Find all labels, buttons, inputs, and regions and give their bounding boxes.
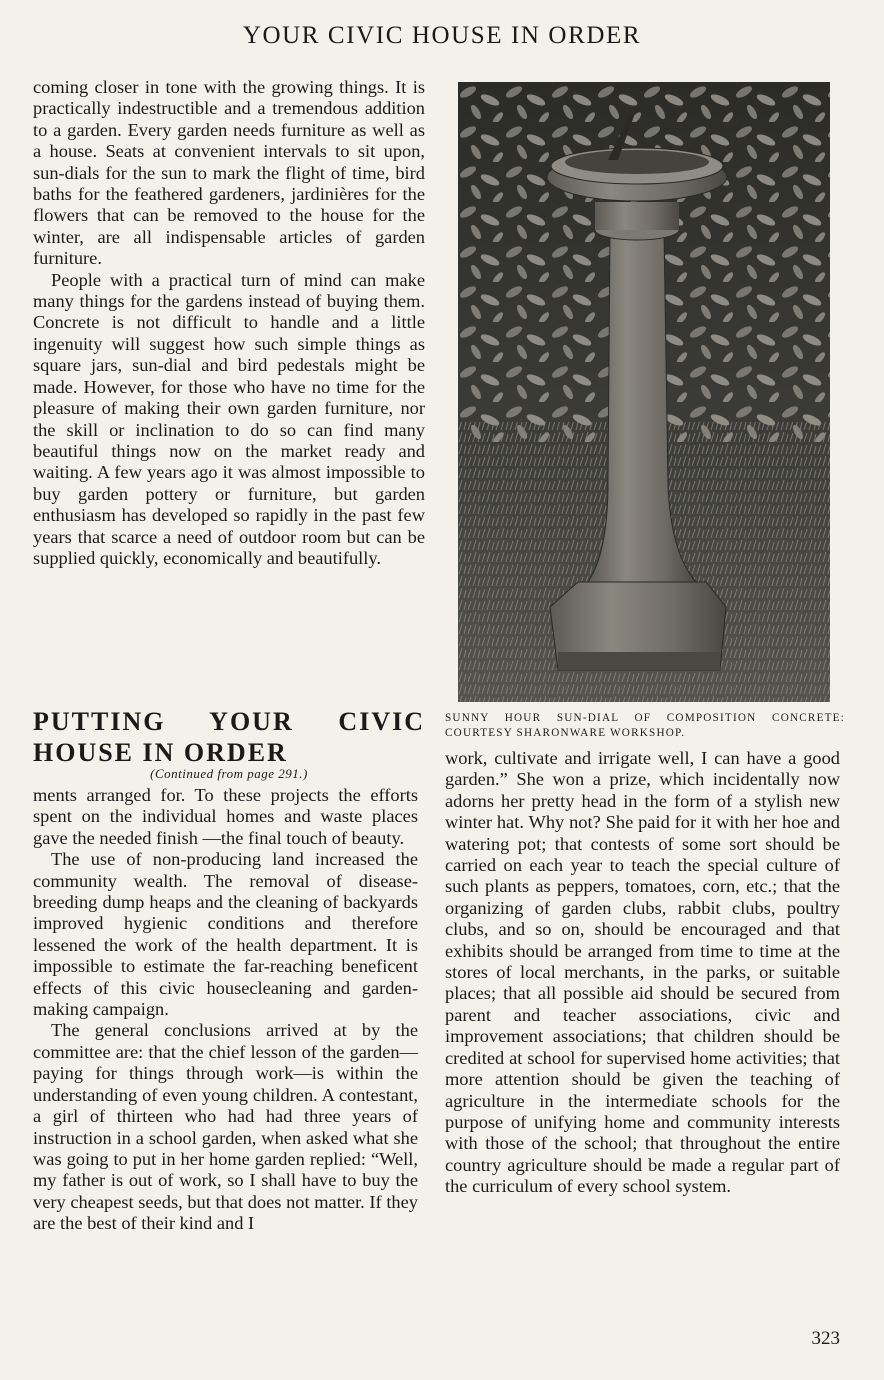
- page-number: 323: [811, 1328, 840, 1349]
- paragraph: ments arranged for. To these projects the efforts spent on the individual homes and waste places gave the needed finish —the final touch of beauty.: [33, 785, 418, 848]
- paragraph: coming closer in tone with the growing things. It is practically indestructible and a tremendous addition to a garden. Every garden needs furniture as well as a house. Seats at convenient intervals to sit upon, sun-dials for the sun to mark the flight of time, bird baths for the feathered gardeners, jardinières for the flowers that can be removed to the house for the winter, are all indispensable articles of garden furniture.: [33, 77, 425, 269]
- left-column-bottom: [33, 785, 418, 1235]
- left-column-top: [33, 77, 425, 569]
- paragraph: People with a practical turn of mind can make many things for the gardens instead of buying them. Concrete is not difficult to handle and a little ingenuity will suggest how such simple things as square jars, sun-dial and bird pedestals might be made. However, for those who have no time for the pleasure of making their own garden furniture, nor the skill or inclination to do so can find many beautiful things now on the market ready and waiting. A few years ago it was almost impossible to buy garden pottery or furniture, but garden enthusiasm has developed so rapidly in the past few years that scarce a need of outdoor room but can be supplied quickly, economically and beautifully.: [33, 269, 425, 568]
- photo-caption: SUNNY HOUR SUN-DIAL OF COMPOSITION CONCRETE: COURTESY SHARONWARE WORKSHOP.: [445, 712, 845, 739]
- paragraph: The use of non-producing land increased the community wealth. The removal of disease-breeding dump heaps and the cleaning of backyards improved hygienic conditions and therefore lessened the work of the health department. It is impossible to estimate the far-reaching beneficent effects of this civic housecleaning and garden-making campaign.: [33, 849, 418, 1020]
- section-heading-line-1: PUTTING YOUR CIVIC: [33, 707, 425, 736]
- sundial-illustration: [458, 82, 830, 702]
- paragraph: work, cultivate and irrigate well, I can have a good garden.” She won a prize, which incidentally now adorns her pretty head in the form of a stylish new winter hat. Why not? She paid for it with her hoe and watering pot; that contests of some sort should be carried on each year to teach the special culture of such plants as peppers, tomatoes, corn, etc.; that the organizing of garden clubs, rabbit clubs, poultry clubs, and so on, should be encouraged and that exhibits should be arranged from time to time at the stores of local merchants, in the parks, or suitable places; that all possible aid should be secured from parent and teacher associations, civic and improvement associations; that children should be credited at school for supervised home activities; that more attention should be given the teaching of agriculture in the intermediate schools for the purpose of unifying home and community interests with those of the school; that throughout the entire country agriculture should be made a regular part of the curriculum of every school system.: [445, 748, 840, 1197]
- running-head: YOUR CIVIC HOUSE IN ORDER: [242, 22, 642, 49]
- continued-note: (Continued from page 291.): [150, 766, 308, 781]
- paragraph: The general conclusions arrived at by the committee are: that the chief lesson of the garden—paying for things through work—is within the understanding of even young children. A contestant, a girl of thirteen who had had three years of instruction in a school garden, when asked what she was going to put in her home garden replied: “Well, my father is out of work, so I shall have to buy the very cheapest seeds, but that does not matter. If they are the best of their kind and I: [33, 1020, 418, 1234]
- sundial-photo: [458, 82, 830, 702]
- section-heading-line-2: HOUSE IN ORDER: [33, 738, 288, 767]
- section-heading: [33, 706, 425, 768]
- right-column: [445, 748, 840, 1198]
